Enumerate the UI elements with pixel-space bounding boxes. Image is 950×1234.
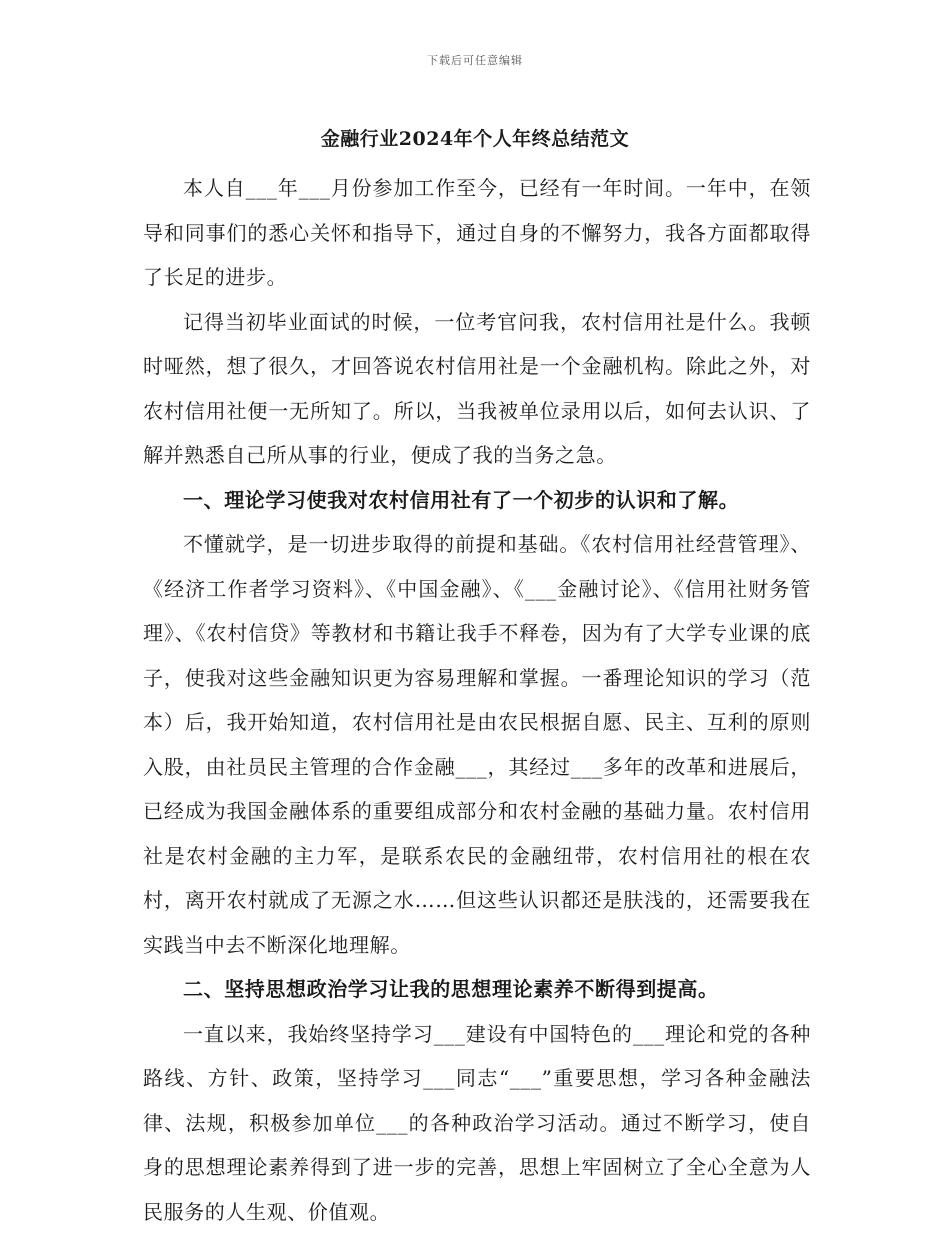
paragraph-interview: 记得当初毕业面试的时候，一位考官问我，农村信用社是什么。我顿时哑然，想了很久，才回答说农村信用社是一个金融机构。除此之外，对农村信用社便一无所知了。所以，当我被单位录用以后，如何去认识、了解并熟悉自己所从事的行业，便成了我的当务之急。 (143, 300, 811, 478)
document-title: 金融行业2024年个人年终总结范文 (0, 124, 950, 151)
paragraph-intro: 本人自___年___月份参加工作至今，已经有一年时间。一年中，在领导和同事们的悉心关怀和指导下，通过自身的不懈努力，我各方面都取得了长足的进步。 (143, 166, 811, 300)
document-body (143, 166, 811, 1234)
section-heading-politics: 二、坚持思想政治学习让我的思想理论素养不断得到提高。 (143, 967, 811, 1012)
paragraph-theory: 不懂就学，是一切进步取得的前提和基础。《农村信用社经营管理》、《经济工作者学习资料》、《中国金融》、《___金融讨论》、《信用社财务管理》、《农村信贷》等教材和书籍让我手不释卷，因为有了大学专业课的底子，使我对这些金融知识更为容易理解和掌握。一番理论知识的学习（范本）后，我开始知道，农村信用社是由农民根据自愿、民主、互利的原则入股，由社员民主管理的合作金融___，其经过___多年的改革和进展后，已经成为我国金融体系的重要组成部分和农村金融的基础力量。农村信用社是农村金融的主力军，是联系农民的金融纽带，农村信用社的根在农村，离开农村就成了无源之水……但这些认识都还是肤浅的，还需要我在实践当中去不断深化地理解。 (143, 522, 811, 967)
paragraph-politics: 一直以来，我始终坚持学习___建设有中国特色的___理论和党的各种路线、方针、政策，坚持学习___同志“___”重要思想，学习各种金融法律、法规，积极参加单位___的各种政治学习活动。通过不断学习，使自身的思想理论素养得到了进一步的完善，思想上牢固树立了全心全意为人民服务的人生观、价值观。 (143, 1012, 811, 1234)
page-header-note: 下载后可任意编辑 (0, 52, 950, 68)
section-heading-theory: 一、理论学习使我对农村信用社有了一个初步的认识和了解。 (143, 478, 811, 523)
